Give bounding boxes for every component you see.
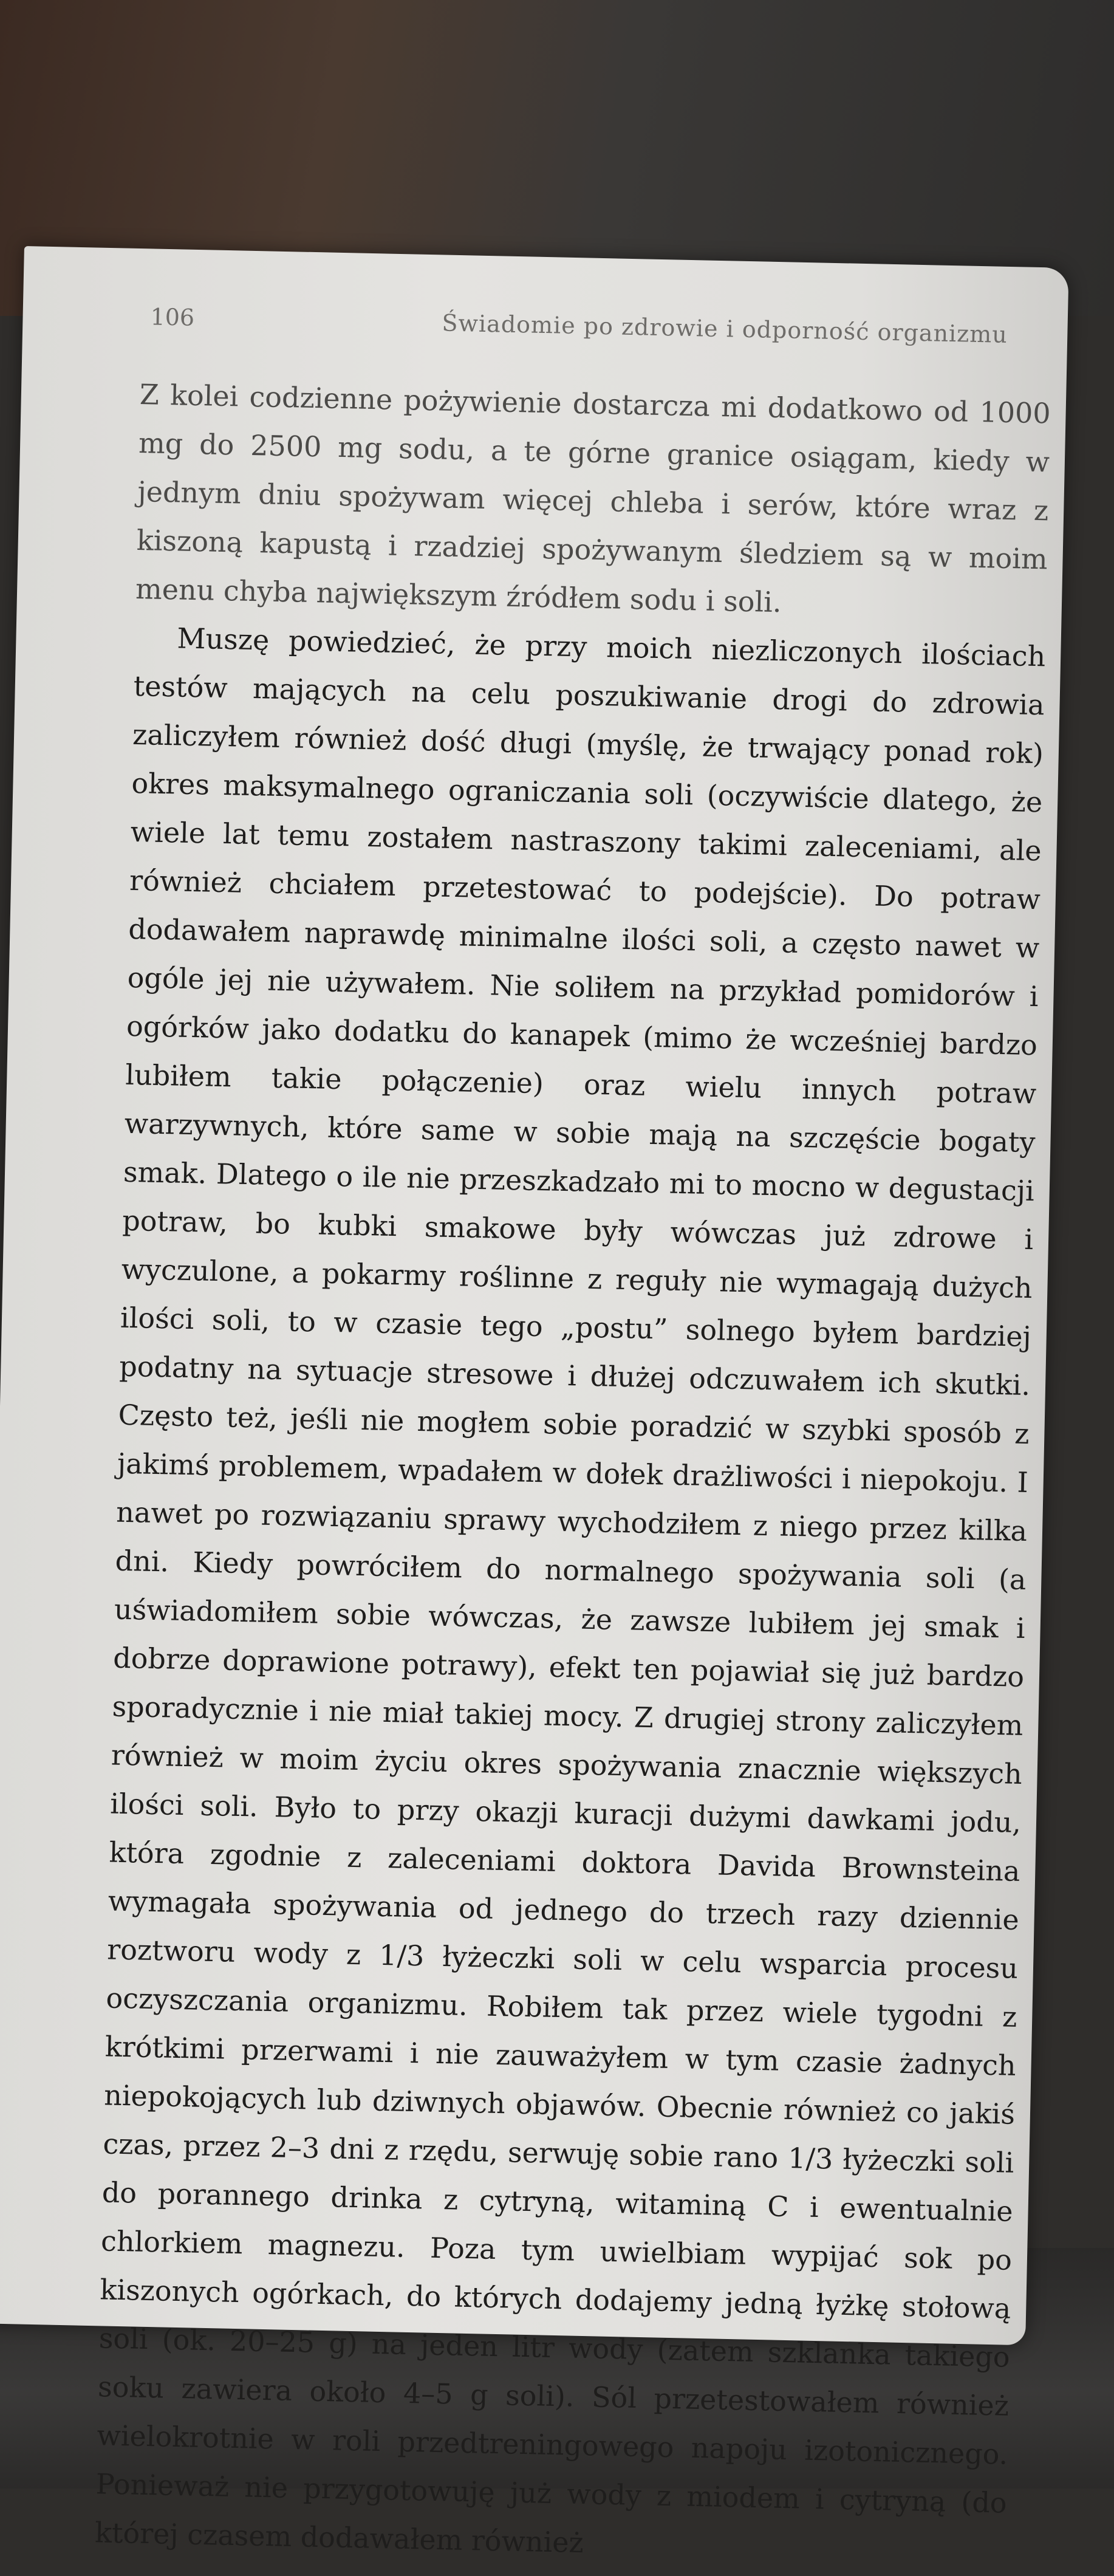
body-text bbox=[94, 370, 1051, 2576]
page-number: 106 bbox=[150, 303, 195, 331]
paragraph-2: Muszę powiedzieć, że przy moich niezliczonych ilościach testów mających na celu poszukiwanie drogi do zdrowia zaliczyłem również dość długi (myślę, że trwający ponad rok) okres maksymalnego ograniczania soli (oczywiście dlatego, że wiele lat temu zostałem nastraszony takimi zaleceniami, ale również chciałem przetestować to podejście). Do potraw dodawałem naprawdę minimalne ilości soli, a często nawet w ogóle jej nie używałem. Nie soliłem na przykład pomidorów i ogórków jako dodatku do kanapek (mimo że wcześniej bardzo lubiłem takie połączenie) oraz wielu innych potraw warzywnych, które same w sobie mają na szczęście bogaty smak. Dlatego o ile nie przeszkadzało mi to mocno w degustacji potraw, bo kubki smakowe były wówczas już zdrowe i wyczulone, a pokarmy roślinne z reguły nie wymagają dużych ilości soli, to w czasie tego „postu” solnego byłem bardziej podatny na sytuacje stresowe i dłużej odczuwałem ich skutki. Często też, jeśli nie mogłem sobie poradzić w szybki sposób z jakimś problemem, wpadałem w dołek drażliwości i niepokoju. I nawet po rozwiązaniu sprawy wychodziłem z niego przez kilka dni. Kiedy powróciłem do normalnego spożywania soli (a uświadomiłem sobie wówczas, że zawsze lubiłem jej smak i dobrze doprawione potrawy), efekt ten pojawiał się już bardzo sporadycznie i nie miał takiej mocy. Z drugiej strony zaliczyłem również w moim życiu okres spożywania znacznie większych ilości soli. Było to przy okazji kuracji dużymi dawkami jodu, która zgodnie z zaleceniami doktora Davida Brownsteina wymagała spożywania od jednego do trzech razy dziennie roztworu wody z 1/3 łyżeczki soli w celu wsparcia procesu oczyszczania organizmu. Robiłem tak przez wiele tygodni z krótkimi przerwami i nie zauważyłem w tym czasie żadnych niepokojących lub dziwnych objawów. Obecnie również co jakiś czas, przez 2–3 dni z rzędu, serwuję sobie rano 1/3 łyżeczki soli do porannego drinka z cytryną, witaminą C i ewentualnie chlorkiem magnezu. Poza tym uwielbiam wypijać sok po kiszonych ogórkach, do których dodajemy jedną łyżkę stołową soli (ok. 20–25 g) na jeden litr wody (zatem szklanka takiego soku zawiera około 4–5 g soli). Sól przetestowałem również wielokrotnie w roli przedtreningowego napoju izotonicznego. Ponieważ nie przygotowuję już wody z miodem i cytryną (do której czasem dodawałem również bbox=[94, 622, 1046, 2560]
page-header bbox=[149, 303, 1013, 370]
book-page bbox=[0, 246, 1069, 2560]
paragraph-1: Z kolei codzienne pożywienie dostarcza mi dodatkowo od 1000 mg do 2500 mg sodu, a te górne granice osiągam, kiedy w jednym dniu spożywam więcej chleba i serów, które wraz z kiszoną kapustą i rzadziej spożywanym śledziem są w moim menu chyba największym źródłem sodu i soli. bbox=[135, 378, 1051, 619]
running-title: Świadomie po zdrowie i odporność organizmu bbox=[442, 309, 1008, 348]
